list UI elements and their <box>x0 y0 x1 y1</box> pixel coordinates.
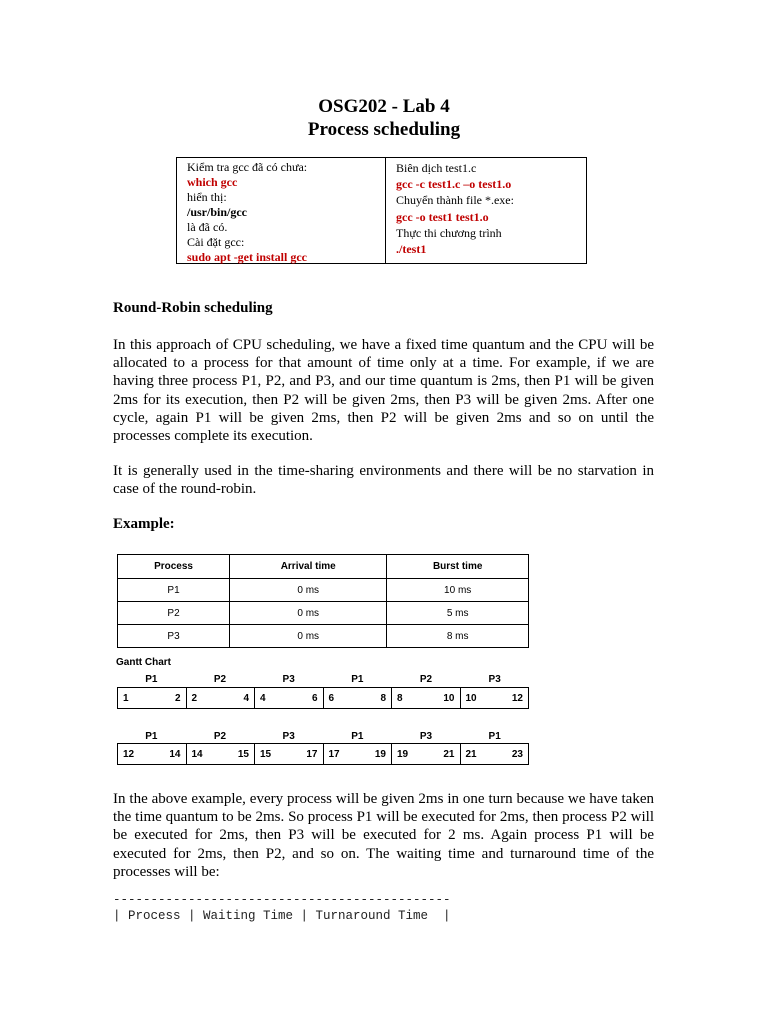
gantt-process-label: P2 <box>213 674 227 685</box>
gantt-cell <box>255 688 324 708</box>
column-header: Arrival time <box>230 555 387 579</box>
gantt-end-time: 12 <box>511 692 523 704</box>
gantt-end-time: 4 <box>243 692 249 704</box>
command-line: sudo apt -get install gcc <box>187 250 307 264</box>
paragraph-round-robin: In this approach of CPU scheduling, we have a fixed time quantum and the CPU will be allocated to a process for that amount of time only at a time. For example, if we are having three process P1, P2, and P3, and our time quantum is 2ms, then P1 will be given 2ms for its execution, then P2 will be given 2ms, then P3 will be given 2ms. After one cycle, again P1 will be given 2ms, then P2 will be given 2ms and so on until the processes complete its execution. <box>113 337 654 445</box>
gantt-process-label: P2 <box>419 674 433 685</box>
gantt-end-time: 10 <box>443 692 455 704</box>
command-box <box>176 157 587 264</box>
gantt-end-time: 6 <box>311 692 318 704</box>
gantt-process-label: P3 <box>488 674 501 685</box>
gantt-process-label: P3 <box>282 731 295 742</box>
process-table <box>117 554 529 648</box>
gantt-bar-row1 <box>117 687 529 709</box>
gantt-cell <box>324 688 393 708</box>
command-line: Cài đặt gcc: <box>187 235 245 249</box>
paragraph-time-sharing: It is generally used in the time-sharing environments and there will be no starvation in case of the round-robin. <box>113 463 654 498</box>
gantt-start-time: 10 <box>465 692 477 704</box>
command-line: ./test1 <box>396 242 427 257</box>
gantt-process-label: P3 <box>419 731 433 742</box>
gantt-process-label: P2 <box>213 731 227 742</box>
gantt-chart-title: Gantt Chart <box>116 657 171 668</box>
command-line: là đã có. <box>187 220 228 234</box>
gantt-cell <box>461 688 529 708</box>
table-row <box>118 625 529 648</box>
gantt-start-time: 12 <box>123 748 135 760</box>
code-table-header: | Process | Waiting Time | Turnaround Time | <box>113 909 451 923</box>
gantt-end-time: 2 <box>174 692 181 704</box>
gantt-end-time: 23 <box>511 748 523 760</box>
gantt-start-time: 8 <box>397 692 403 704</box>
section-heading: Round-Robin scheduling <box>113 300 273 316</box>
table-cell: 8 ms <box>387 625 529 648</box>
table-cell: P3 <box>118 625 230 648</box>
gantt-start-time: 17 <box>328 748 340 760</box>
gantt-process-label: P3 <box>282 674 295 685</box>
command-line: which gcc <box>187 175 238 189</box>
gantt-labels-row1 <box>117 674 529 686</box>
table-row <box>118 602 529 625</box>
gantt-cell <box>187 688 256 708</box>
command-box-right <box>386 158 586 263</box>
gantt-start-time: 1 <box>123 692 129 704</box>
gantt-start-time: 15 <box>260 748 272 760</box>
table-cell: 5 ms <box>387 602 529 625</box>
command-line: Chuyển thành file *.exe: <box>396 193 514 208</box>
code-divider: --------------------------------------------- <box>113 893 451 907</box>
command-line: hiển thị: <box>187 190 227 204</box>
gantt-cell <box>392 688 461 708</box>
gantt-end-time: 21 <box>443 748 455 760</box>
page-title: OSG202 - Lab 4 <box>318 96 450 117</box>
gantt-cell <box>118 688 187 708</box>
gantt-cell <box>324 744 393 764</box>
gantt-start-time: 19 <box>397 748 409 760</box>
command-line: Kiểm tra gcc đã có chưa: <box>187 160 308 174</box>
table-cell: 10 ms <box>387 579 529 602</box>
gantt-start-time: 21 <box>465 748 477 760</box>
gantt-start-time: 4 <box>260 692 266 704</box>
gantt-cell <box>255 744 324 764</box>
table-cell: P2 <box>118 602 230 625</box>
table-cell: 0 ms <box>230 625 387 648</box>
gantt-cell <box>118 744 187 764</box>
command-line: Biên dịch test1.c <box>396 161 477 175</box>
command-line: gcc -c test1.c –o test1.o <box>396 177 512 192</box>
paragraph-explanation: In the above example, every process will be given 2ms in one turn because we have taken the time quantum to be 2ms. So process P1 will be executed for 2ms, then process P2 will be executed for 2ms, then P3 will be executed for 2 ms. Again process P1 will be executed for 2ms, then P2, and so on. The waiting time and turnaround time of the processes will be: <box>113 791 654 880</box>
command-box-left <box>177 158 386 263</box>
gantt-cell <box>392 744 461 764</box>
table-cell: P1 <box>118 579 230 602</box>
gantt-start-time: 2 <box>191 692 198 704</box>
gantt-bar-row2 <box>117 743 529 765</box>
table-header-row <box>118 555 529 579</box>
gantt-process-label: P1 <box>351 674 364 685</box>
column-header: Process <box>118 555 230 579</box>
gantt-end-time: 14 <box>169 748 181 760</box>
column-header: Burst time <box>387 555 529 579</box>
command-line: gcc -o test1 test1.o <box>396 209 489 224</box>
gantt-start-time: 14 <box>191 748 203 760</box>
gantt-labels-row2 <box>117 731 529 743</box>
gantt-start-time: 6 <box>328 692 335 704</box>
gantt-process-label: P1 <box>145 674 158 685</box>
gantt-cell <box>187 744 256 764</box>
table-cell: 0 ms <box>230 579 387 602</box>
command-line: /usr/bin/gcc <box>187 205 248 219</box>
gantt-end-time: 15 <box>237 748 249 760</box>
page-subtitle: Process scheduling <box>307 119 461 140</box>
table-row <box>118 579 529 602</box>
example-heading: Example: <box>113 516 175 532</box>
gantt-end-time: 8 <box>380 692 386 704</box>
gantt-process-label: P1 <box>145 731 158 742</box>
gantt-end-time: 17 <box>306 748 318 760</box>
command-line: Thực thi chương trình <box>396 225 502 240</box>
gantt-process-label: P1 <box>351 731 364 742</box>
table-cell: 0 ms <box>230 602 387 625</box>
gantt-process-label: P1 <box>488 731 501 742</box>
gantt-cell <box>461 744 529 764</box>
gantt-end-time: 19 <box>374 748 386 760</box>
